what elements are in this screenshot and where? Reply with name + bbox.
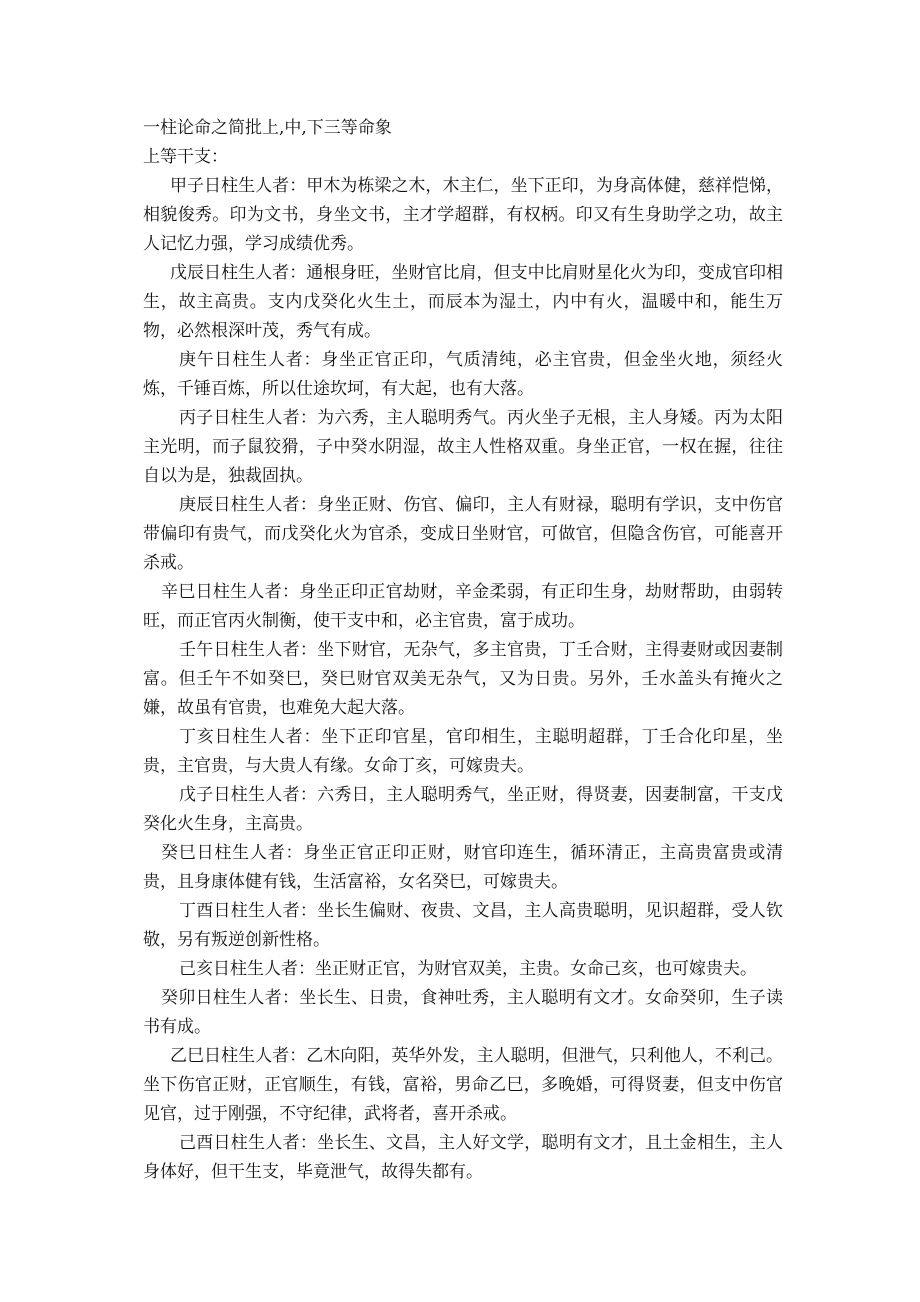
paragraph-dinghai: 丁亥日柱生人者：坐下正印官星，官印相生，主聪明超群，丁壬合化印星，坐贵，主官贵，与大贵人有缘。女命丁亥，可嫁贵夫。: [143, 727, 783, 776]
paragraph-jihai: 己亥日柱生人者：坐正财正官，为财官双美，主贵。女命己亥，也可嫁贵夫。: [179, 959, 757, 979]
document-body: [143, 114, 783, 1187]
paragraph-guisi: 癸巳日柱生人者：身坐正官正印正财，财官印连生，循环清正，主高贵富贵或清贵，且身康体健有钱，生活富裕，女名癸巳，可嫁贵夫。: [143, 843, 783, 892]
paragraph-guimao: 癸卯日柱生人者：坐长生、日贵，食神吐秀，主人聪明有文才。女命癸卯，生子读书有成。: [143, 988, 783, 1037]
paragraph-xinsi: 辛巳日柱生人者：身坐正印正官劫财，辛金柔弱，有正印生身，劫财帮助，由弱转旺，而正官丙火制衡，使干支中和，必主官贵，富于成功。: [143, 582, 783, 631]
paragraph-wuzi: 戊子日柱生人者：六秀日，主人聪明秀气，坐正财，得贤妻，因妻制富，干支戊癸化火生身，主高贵。: [143, 785, 783, 834]
paragraph-dingyou: 丁酉日柱生人者：坐长生偏财、夜贵、文昌，主人高贵聪明，见识超群，受人钦敬，另有叛逆创新性格。: [143, 901, 783, 950]
paragraph-jiyou: 己酉日柱生人者：坐长生、文昌，主人好文学，聪明有文才，且土金相生，主人身体好，但干生支，毕竟泄气，故得失都有。: [143, 1133, 783, 1182]
paragraph-jiazi: 甲子日柱生人者：甲木为栋梁之木，木主仁，坐下正印，为身高体健，慈祥恺悌，相貌俊秀。印为文书，身坐文书，主才学超群，有权柄。印又有生身助学之功，故主人记忆力强，学习成绩优秀。: [143, 176, 783, 254]
paragraph-yisi: 乙巳日柱生人者：乙木向阳，英华外发，主人聪明，但泄气，只利他人，不利己。坐下伤官正财，正官顺生，有钱，富裕，男命乙巳，多晚婚，可得贤妻，但支中伤官见官，过于刚强，不守纪律，武将者，喜开杀戒。: [143, 1046, 783, 1124]
paragraph-wuchen: 戊辰日柱生人者：通根身旺，坐财官比肩，但支中比肩财星化火为印，变成官印相生，故主高贵。支内戊癸化火生土，而辰本为湿土，内中有火，温暖中和，能生万物，必然根深叶茂，秀气有成。: [143, 263, 783, 341]
paragraph-renwu: 壬午日柱生人者：坐下财官，无杂气，多主官贵，丁壬合财，主得妻财或因妻制富。但壬午不如癸巳，癸巳财官双美无杂气，又为日贵。另外，壬水盖头有掩火之嫌，故虽有官贵，也难免大起大落。: [143, 640, 783, 718]
section-heading: 上等干支：: [143, 147, 228, 167]
paragraph-gengwu: 庚午日柱生人者：身坐正官正印，气质清纯，必主官贵，但金坐火地，须经火炼，千锤百炼，所以仕途坎坷，有大起，也有大落。: [143, 350, 783, 399]
paragraph-gengchen: 庚辰日柱生人者：身坐正财、伤官、偏印，主人有财禄，聪明有学识，支中伤官带偏印有贵气，而戊癸化火为官杀，变成日坐财官，可做官，但隐含伤官，可能喜开杀戒。: [143, 495, 783, 573]
document-title: 一柱论命之简批上,中,下三等命象: [143, 118, 392, 138]
paragraph-bingzi: 丙子日柱生人者：为六秀，主人聪明秀气。丙火坐子无根，主人身矮。丙为太阳主光明，而子鼠狡猾，子中癸水阴湿，故主人性格双重。身坐正官，一权在握，往往自以为是，独裁固执。: [143, 408, 783, 486]
